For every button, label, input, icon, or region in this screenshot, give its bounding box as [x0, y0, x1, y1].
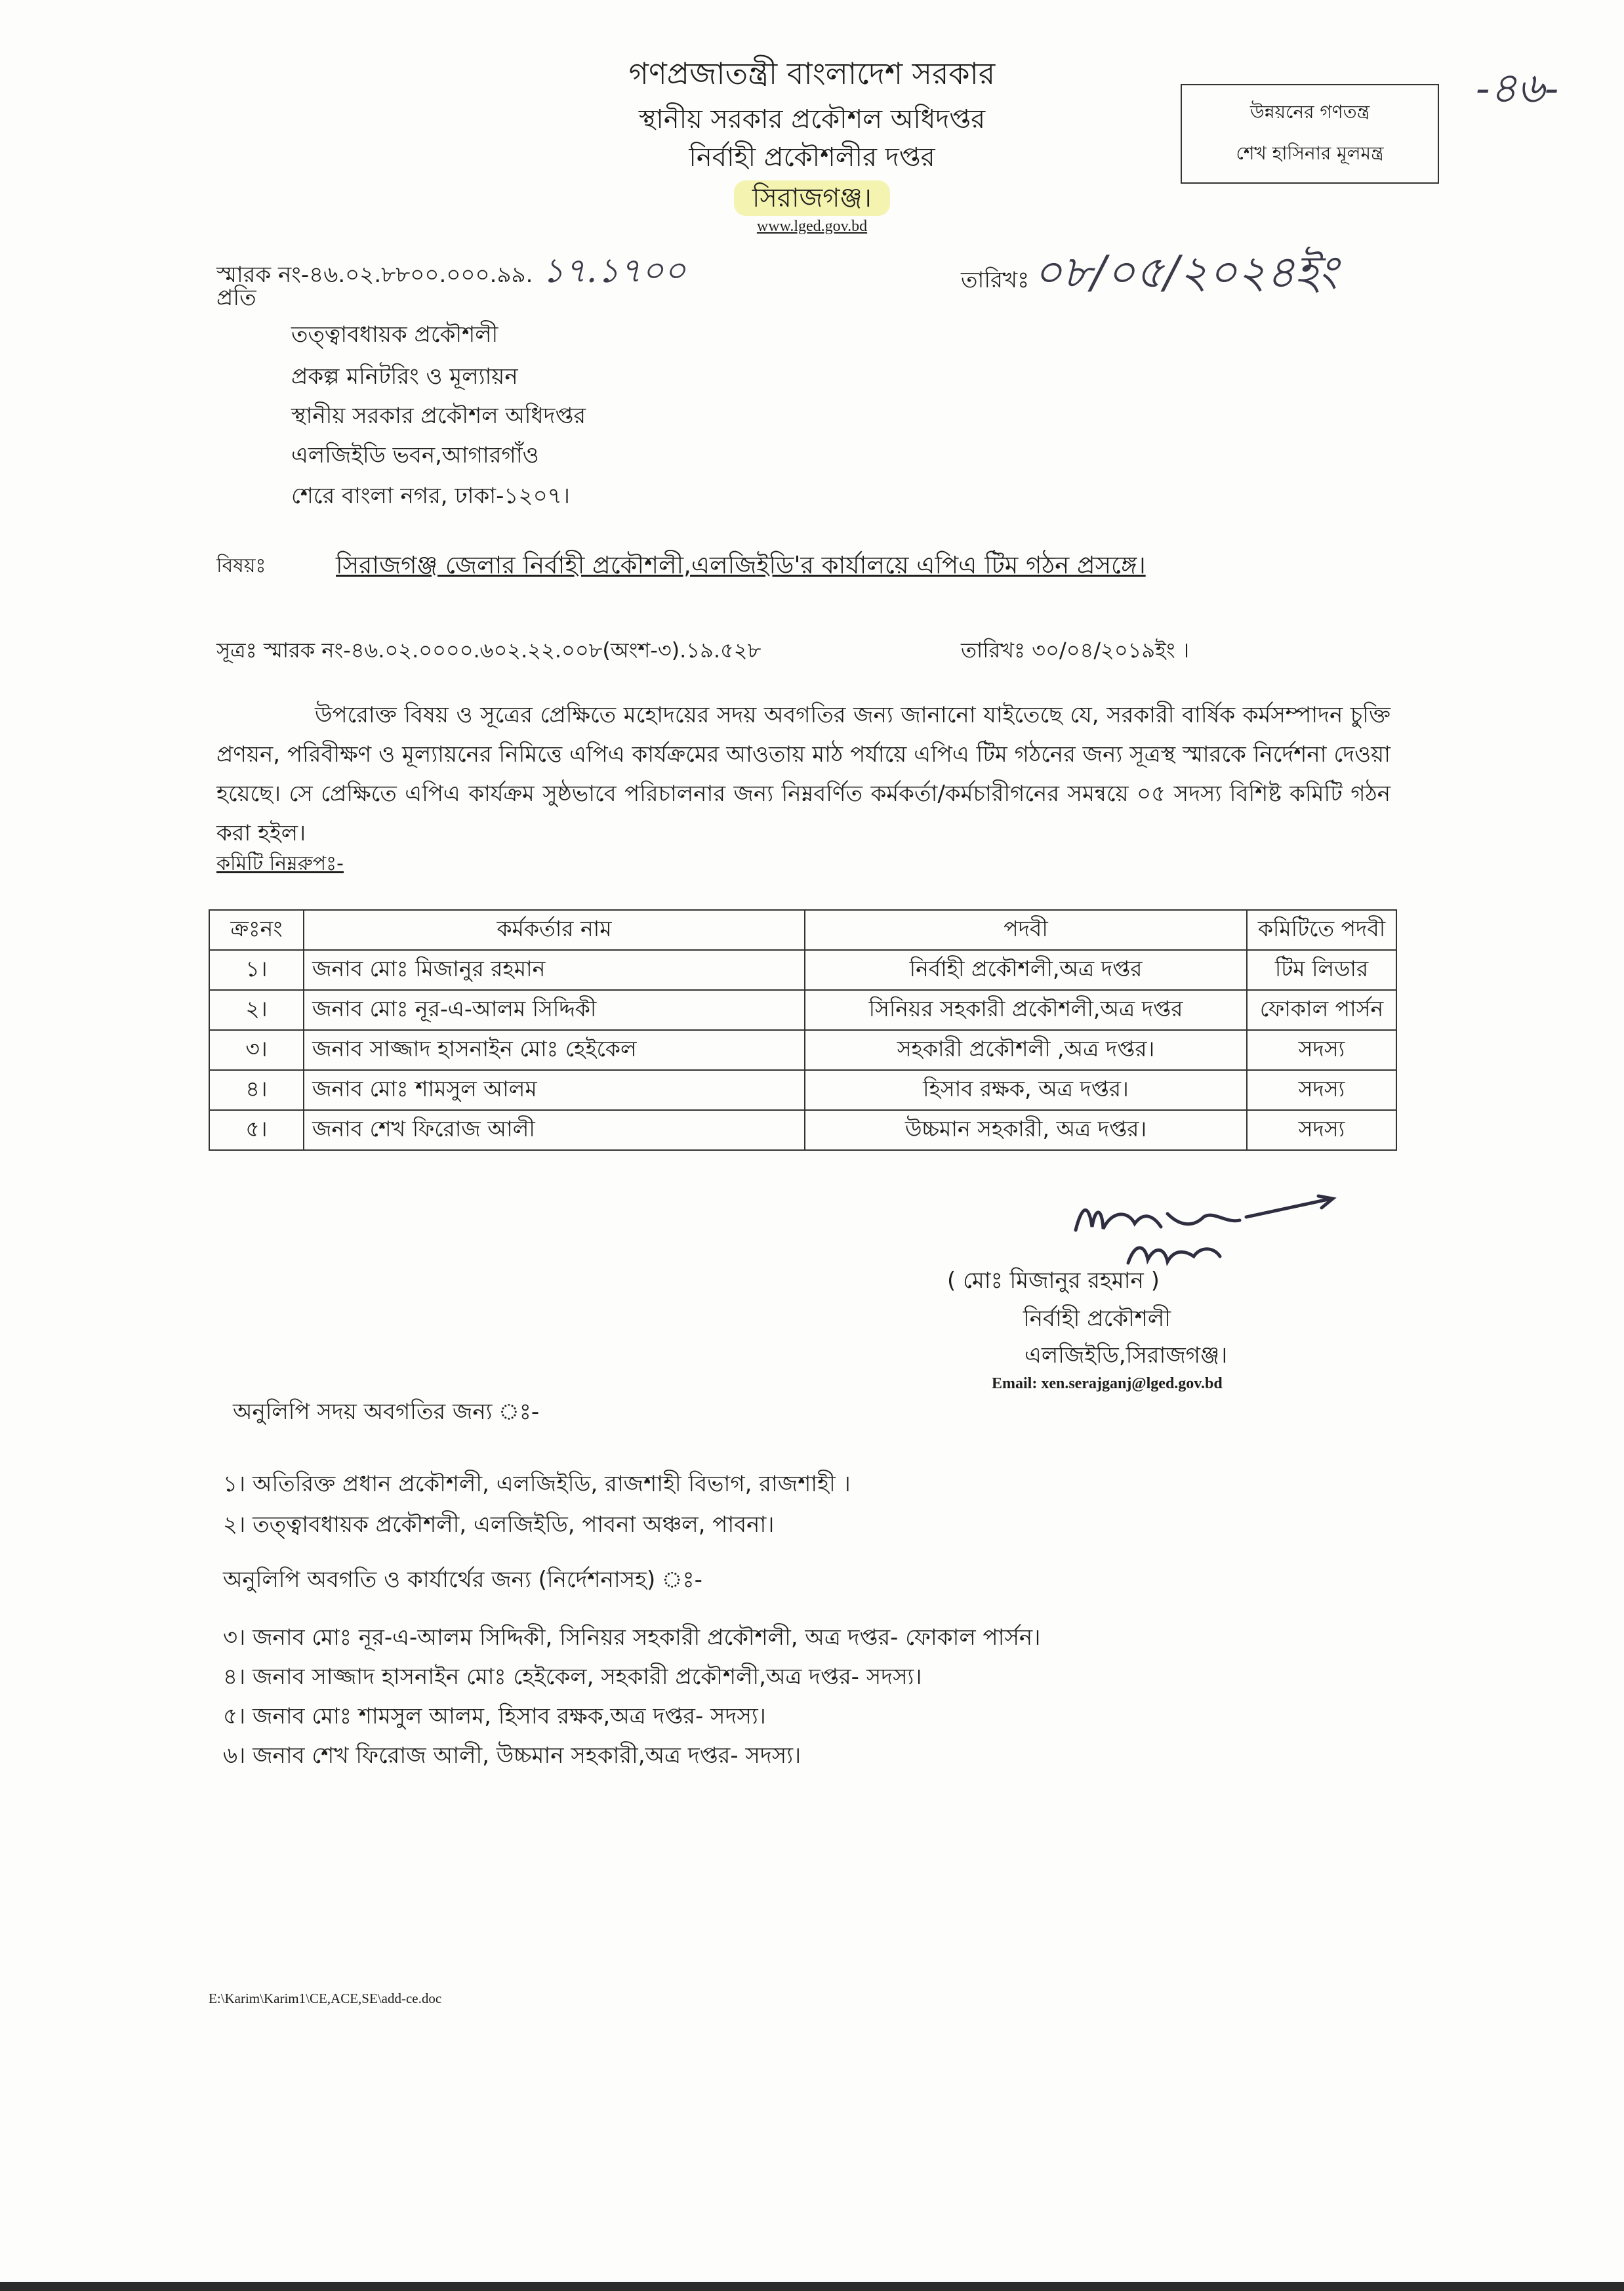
slogan-line-2: শেখ হাসিনার মূলমন্ত্র: [1236, 142, 1384, 164]
office-title: নির্বাহী প্রকৌশলীর দপ্তর: [689, 142, 935, 173]
role-cell: ফোকাল পার্সন: [1247, 990, 1396, 1030]
name-cell: জনাব মোঃ নূর-এ-আলম সিদ্দিকী: [304, 990, 805, 1030]
memo-date-handwritten: ০৮/০৫/২০২৪ইং: [1033, 247, 1338, 299]
role-cell: টিম লিডার: [1247, 950, 1396, 990]
website-link[interactable]: www.lged.gov.bd: [756, 218, 868, 235]
signatory-designation: নির্বাহী প্রকৌশলী: [1023, 1306, 1171, 1332]
cc-list-item: ১। অতিরিক্ত প্রধান প্রকৌশলী, এলজিইডি, রাজশাহী বিভাগ, রাজশাহী ।: [223, 1471, 851, 1497]
role-cell: সদস্য: [1247, 1110, 1396, 1150]
column-header: ক্রঃনং: [209, 910, 304, 950]
subject-label: বিষয়ঃ: [216, 554, 266, 577]
role-cell: সদস্য: [1247, 1070, 1396, 1110]
govt-title: গণপ্রজাতন্ত্রী বাংলাদেশ সরকার: [628, 56, 996, 91]
slogan-line-1: উন্নয়নের গণতন্ত্র: [1249, 101, 1370, 123]
column-header: কমিটিতে পদবী: [1247, 910, 1396, 950]
name-cell: জনাব সাজ্জাদ হাসনাইন মোঃ হেইকেল: [304, 1030, 805, 1070]
serial-cell: ৫।: [209, 1110, 304, 1150]
committee-table: [209, 909, 1397, 1151]
designation-cell: হিসাব রক্ষক, অত্র দপ্তর।: [805, 1070, 1247, 1110]
column-header: কর্মকর্তার নাম: [304, 910, 805, 950]
margin-page-number: -৪৬-: [1476, 64, 1559, 113]
recipient-line: তত্ত্বাবধায়ক প্রকৌশলী: [291, 321, 498, 348]
memo-ref-handwritten: ১৭.১৭০০: [542, 251, 686, 291]
recipient-line: শেরে বাংলা নগর, ঢাকা-১২০৭।: [291, 483, 570, 509]
scan-edge-bar: [0, 2282, 1624, 2291]
designation-cell: সিনিয়র সহকারী প্রকৌশলী,অত্র দপ্তর: [805, 990, 1247, 1030]
recipient-line: স্থানীয় সরকার প্রকৌশল অধিদপ্তর: [291, 403, 586, 429]
signatory-email[interactable]: Email: xen.serajganj@lged.gov.bd: [992, 1375, 1223, 1392]
recipient-line: এলজিইডি ভবন,আগারগাঁও: [291, 442, 539, 468]
name-cell: জনাব মোঃ মিজানুর রহমান: [304, 950, 805, 990]
signatory-name: ( মোঃ মিজানুর রহমান ): [947, 1268, 1160, 1294]
table-row: [209, 1110, 1396, 1150]
to-label: প্রতি: [216, 285, 256, 311]
cc-list-item: ৬। জনাব শেখ ফিরোজ আলী, উচ্চমান সহকারী,অত্র দপ্তর- সদস্য।: [223, 1743, 802, 1769]
district-wrap: [0, 177, 1624, 221]
column-header: পদবী: [805, 910, 1247, 950]
serial-cell: ২।: [209, 990, 304, 1030]
table-row: [209, 1070, 1396, 1110]
cc-info-heading: অনুলিপি সদয় অবগতির জন্য ঃ-: [233, 1399, 540, 1425]
table-row: [209, 950, 1396, 990]
name-cell: জনাব মোঃ শামসুল আলম: [304, 1070, 805, 1110]
cc-list-item: ৫। জনাব মোঃ শামসুল আলম, হিসাব রক্ষক,অত্র দপ্তর- সদস্য।: [223, 1703, 766, 1729]
serial-cell: ৩।: [209, 1030, 304, 1070]
memo-ref-label: স্মারক নং-৪৬.০২.৮৮০০.০০০.৯৯.: [216, 262, 533, 288]
designation-cell: সহকারী প্রকৌশলী ,অত্র দপ্তর।: [805, 1030, 1247, 1070]
file-path-footer: E:\Karim\Karim1\CE,ACE,SE\add-ce.doc: [209, 1991, 442, 2006]
district-title: সিরাজগঞ্জ।: [734, 180, 890, 216]
serial-cell: ১।: [209, 950, 304, 990]
serial-cell: ৪।: [209, 1070, 304, 1110]
name-cell: জনাব শেখ ফিরোজ আলী: [304, 1110, 805, 1150]
subject-text: সিরাজগঞ্জ জেলার নির্বাহী প্রকৌশলী,এলজিইডি'র কার্যালয়ে এপিএ টিম গঠন প্রসঙ্গে।: [336, 551, 1146, 579]
slogan-box: [1181, 84, 1439, 184]
table-row: [209, 1030, 1396, 1070]
cc-list-item: ২। তত্ত্বাবধায়ক প্রকৌশলী, এলজিইডি, পাবনা অঞ্চল, পাবনা।: [223, 1512, 775, 1538]
table-row: [209, 990, 1396, 1030]
cc-action-heading: অনুলিপি অবগতি ও কার্যার্থের জন্য (নির্দেশনাসহ) ঃ-: [223, 1567, 702, 1593]
cc-list-item: ৩। জনাব মোঃ নূর-এ-আলম সিদ্দিকী, সিনিয়র সহকারী প্রকৌশলী, অত্র দপ্তর- ফোকাল পার্সন।: [223, 1624, 1041, 1651]
table-header-row: [209, 910, 1396, 950]
department-title: স্থানীয় সরকার প্রকৌশল অধিদপ্তর: [638, 104, 986, 134]
memo-date: [961, 237, 1337, 312]
role-cell: সদস্য: [1247, 1030, 1396, 1070]
designation-cell: নির্বাহী প্রকৌশলী,অত্র দপ্তর: [805, 950, 1247, 990]
signatory-office: এলজিইডি,সিরাজগঞ্জ।: [1025, 1342, 1228, 1369]
source-date: তারিখঃ ৩০/০৪/২০১৯ইং ।: [961, 638, 1190, 663]
memo-date-label: তারিখঃ: [961, 267, 1030, 293]
committee-heading: কমিটি নিম্নরুপঃ-: [216, 852, 344, 875]
source-ref: সূত্রঃ স্মারক নং-৪৬.০২.০০০০.৬০২.২২.০০৮(অংশ-৩).১৯.৫২৮: [216, 638, 761, 663]
recipient-line: প্রকল্প মনিটরিং ও মূল্যায়ন: [291, 363, 518, 390]
designation-cell: উচ্চমান সহকারী, অত্র দপ্তর।: [805, 1110, 1247, 1150]
memo-ref: [216, 244, 686, 301]
body-paragraph: উপরোক্ত বিষয় ও সূত্রের প্রেক্ষিতে মহোদয়ের সদয় অবগতির জন্য জানানো যাইতেছে যে, সরকারী বার্ষিক কর্মসম্পাদন চুক্তি প্রণয়ন, পরিবীক্ষণ ও মূল্যায়নের নিমিত্তে এপিএ কার্যক্রমের আওতায় মাঠ পর্যায়ে এপিএ টিম গঠনের জন্য সূত্রস্থ স্মারকে নির্দেশনা দেওয়া হয়েছে। সে প্রেক্ষিতে এপিএ কার্যক্রম সুষ্ঠভাবে পরিচালনার জন্য নিম্নবর্ণিত কর্মকর্তা/কর্মচারীগনের সমন্বয়ে ০৫ সদস্য বিশিষ্ট কমিটি গঠন করা হইল।: [216, 702, 1391, 846]
cc-list-item: ৪। জনাব সাজ্জাদ হাসনাইন মোঃ হেইকেল, সহকারী প্রকৌশলী,অত্র দপ্তর- সদস্য।: [223, 1664, 922, 1690]
